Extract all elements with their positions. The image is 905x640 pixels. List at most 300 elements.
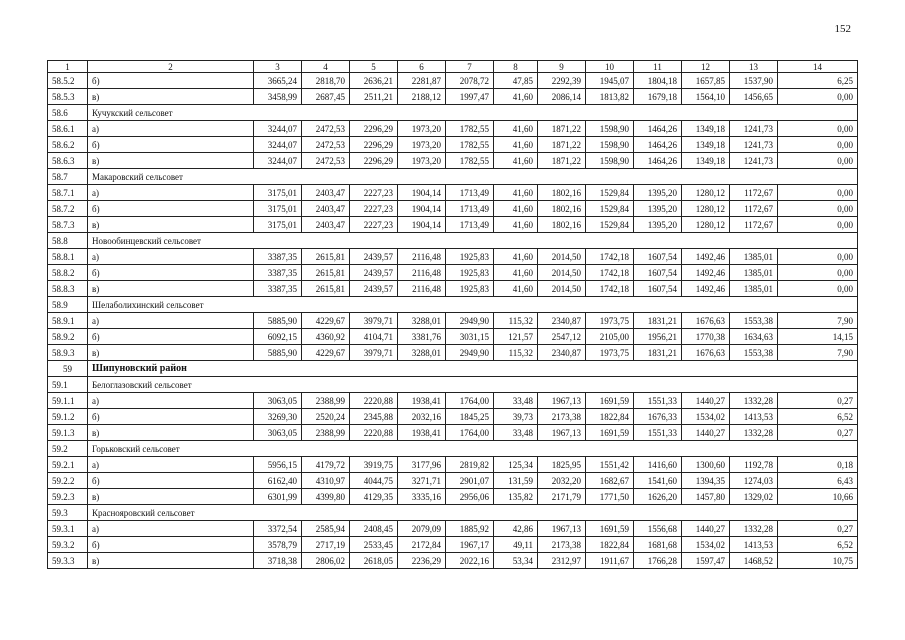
table-cell: 5885,90 (254, 345, 302, 361)
table-cell: 1676,63 (682, 345, 730, 361)
row-label: а) (88, 121, 254, 137)
table-cell: 14,15 (778, 329, 858, 345)
row-label: в) (88, 425, 254, 441)
table-cell: 41,60 (494, 121, 538, 137)
table-cell: 2615,81 (302, 281, 350, 297)
table-cell: 1682,67 (586, 473, 634, 489)
table-cell: 2717,19 (302, 537, 350, 553)
column-header: 6 (398, 61, 446, 73)
row-label: б) (88, 137, 254, 153)
table-cell: 3288,01 (398, 345, 446, 361)
table-cell: 2472,53 (302, 137, 350, 153)
row-code: 58.7 (48, 169, 88, 185)
column-header: 12 (682, 61, 730, 73)
table-cell: 1825,95 (538, 457, 586, 473)
row-label: б) (88, 537, 254, 553)
table-row (48, 137, 858, 153)
table-cell: 125,34 (494, 457, 538, 473)
section-row (48, 297, 858, 313)
table-cell: 2615,81 (302, 265, 350, 281)
table-cell: 1831,21 (634, 313, 682, 329)
table-cell: 2220,88 (350, 425, 398, 441)
table-cell: 1332,28 (730, 393, 778, 409)
table-cell: 3031,15 (446, 329, 494, 345)
table-cell: 6162,40 (254, 473, 302, 489)
table-cell: 2116,48 (398, 249, 446, 265)
table-cell: 2956,06 (446, 489, 494, 505)
table-cell: 49,11 (494, 537, 538, 553)
row-code: 58.9.2 (48, 329, 88, 345)
table-cell: 1925,83 (446, 265, 494, 281)
row-label: б) (88, 201, 254, 217)
table-cell: 2901,07 (446, 473, 494, 489)
table-cell: 10,75 (778, 553, 858, 569)
table-cell: 1713,49 (446, 185, 494, 201)
table-cell: 2403,47 (302, 217, 350, 233)
table-cell: 0,27 (778, 425, 858, 441)
table-cell: 1742,18 (586, 281, 634, 297)
table-cell: 2296,29 (350, 153, 398, 169)
table-cell: 5885,90 (254, 313, 302, 329)
table-cell: 2220,88 (350, 393, 398, 409)
table-cell: 1553,38 (730, 345, 778, 361)
table-cell: 3244,07 (254, 137, 302, 153)
table-cell: 41,60 (494, 217, 538, 233)
table-cell: 1440,27 (682, 425, 730, 441)
table-cell: 1973,20 (398, 121, 446, 137)
table-cell: 4129,35 (350, 489, 398, 505)
row-label: б) (88, 265, 254, 281)
table-cell: 41,60 (494, 201, 538, 217)
row-title: Шипуновский район (88, 361, 858, 377)
column-header: 10 (586, 61, 634, 73)
table-cell: 2520,24 (302, 409, 350, 425)
table-cell: 0,00 (778, 249, 858, 265)
table-cell: 1973,20 (398, 137, 446, 153)
table-cell: 1713,49 (446, 217, 494, 233)
table-cell: 3288,01 (398, 313, 446, 329)
table-cell: 3175,01 (254, 217, 302, 233)
table-cell: 0,00 (778, 121, 858, 137)
row-code: 58.6.3 (48, 153, 88, 169)
table-cell: 2312,97 (538, 553, 586, 569)
table-cell: 1822,84 (586, 537, 634, 553)
row-label: б) (88, 73, 254, 89)
row-code: 58.8.3 (48, 281, 88, 297)
table-cell: 1541,60 (634, 473, 682, 489)
table-cell: 2618,05 (350, 553, 398, 569)
row-code: 59.1.3 (48, 425, 88, 441)
row-code: 59.3.2 (48, 537, 88, 553)
row-label: в) (88, 153, 254, 169)
table-cell: 2511,21 (350, 89, 398, 105)
table-row (48, 185, 858, 201)
row-title: Краснояровский сельсовет (88, 505, 858, 521)
table-cell: 1679,18 (634, 89, 682, 105)
table-cell: 0,00 (778, 185, 858, 201)
row-label: а) (88, 521, 254, 537)
row-label: б) (88, 473, 254, 489)
table-cell: 3387,35 (254, 265, 302, 281)
column-header: 14 (778, 61, 858, 73)
table-cell: 1553,38 (730, 313, 778, 329)
table-cell: 2296,29 (350, 121, 398, 137)
table-cell: 2032,16 (398, 409, 446, 425)
table-row (48, 329, 858, 345)
table-cell: 2585,94 (302, 521, 350, 537)
row-code: 58.8.2 (48, 265, 88, 281)
row-code: 58.9 (48, 297, 88, 313)
table-cell: 3458,99 (254, 89, 302, 105)
table-cell: 1911,67 (586, 553, 634, 569)
table-cell: 1534,02 (682, 409, 730, 425)
row-code: 58.6 (48, 105, 88, 121)
table-cell: 1598,90 (586, 137, 634, 153)
row-label: а) (88, 393, 254, 409)
table-cell: 1564,10 (682, 89, 730, 105)
column-header: 2 (88, 61, 254, 73)
row-code: 58.9.1 (48, 313, 88, 329)
table-cell: 41,60 (494, 137, 538, 153)
table-row (48, 121, 858, 137)
table-cell: 1885,92 (446, 521, 494, 537)
row-label: в) (88, 345, 254, 361)
table-cell: 2014,50 (538, 265, 586, 281)
row-label: а) (88, 313, 254, 329)
table-cell: 2116,48 (398, 265, 446, 281)
table-cell: 1332,28 (730, 521, 778, 537)
table-cell: 5956,15 (254, 457, 302, 473)
table-cell: 1556,68 (634, 521, 682, 537)
table-cell: 1804,18 (634, 73, 682, 89)
row-code: 59.3 (48, 505, 88, 521)
table-cell: 2105,00 (586, 329, 634, 345)
table-cell: 4310,97 (302, 473, 350, 489)
table-row (48, 73, 858, 89)
row-code: 59.2.2 (48, 473, 88, 489)
table-cell: 1440,27 (682, 393, 730, 409)
table-cell: 4104,71 (350, 329, 398, 345)
table-row (48, 201, 858, 217)
table-cell: 1691,59 (586, 521, 634, 537)
table-cell: 1598,90 (586, 121, 634, 137)
table-cell: 1713,49 (446, 201, 494, 217)
row-title: Горьковский сельсовет (88, 441, 858, 457)
table-row (48, 553, 858, 569)
table-cell: 1385,01 (730, 281, 778, 297)
table-cell: 2345,88 (350, 409, 398, 425)
table-row (48, 521, 858, 537)
table-cell: 3063,05 (254, 393, 302, 409)
table-cell: 1802,16 (538, 201, 586, 217)
table-cell: 3387,35 (254, 281, 302, 297)
table-cell: 1831,21 (634, 345, 682, 361)
table-cell: 0,00 (778, 89, 858, 105)
table-cell: 3175,01 (254, 201, 302, 217)
table-cell: 1280,12 (682, 185, 730, 201)
table-cell: 115,32 (494, 313, 538, 329)
table-cell: 2340,87 (538, 345, 586, 361)
table-cell: 1956,21 (634, 329, 682, 345)
table-cell: 1274,03 (730, 473, 778, 489)
table-cell: 2403,47 (302, 185, 350, 201)
row-label: в) (88, 281, 254, 297)
table-cell: 41,60 (494, 265, 538, 281)
table-cell: 3063,05 (254, 425, 302, 441)
table-cell: 1349,18 (682, 153, 730, 169)
column-header: 8 (494, 61, 538, 73)
row-code: 58.8.1 (48, 249, 88, 265)
table-row (48, 473, 858, 489)
table-cell: 1394,35 (682, 473, 730, 489)
table-cell: 1925,83 (446, 281, 494, 297)
table-cell: 3665,24 (254, 73, 302, 89)
column-header: 3 (254, 61, 302, 73)
table-cell: 1967,13 (538, 521, 586, 537)
table-cell: 2949,90 (446, 313, 494, 329)
table-cell: 2687,45 (302, 89, 350, 105)
row-code: 59.2 (48, 441, 88, 457)
table-cell: 2014,50 (538, 281, 586, 297)
row-code: 58.9.3 (48, 345, 88, 361)
table-cell: 1440,27 (682, 521, 730, 537)
table-cell: 1395,20 (634, 185, 682, 201)
table-cell: 6,25 (778, 73, 858, 89)
table-cell: 2819,82 (446, 457, 494, 473)
table-cell: 3387,35 (254, 249, 302, 265)
table-cell: 1770,38 (682, 329, 730, 345)
table-cell: 1782,55 (446, 137, 494, 153)
table-cell: 1385,01 (730, 249, 778, 265)
table-cell: 1782,55 (446, 121, 494, 137)
table-cell: 4044,75 (350, 473, 398, 489)
table-cell: 0,00 (778, 217, 858, 233)
table-cell: 1349,18 (682, 137, 730, 153)
table-cell: 131,59 (494, 473, 538, 489)
table-cell: 2022,16 (446, 553, 494, 569)
table-cell: 1871,22 (538, 137, 586, 153)
row-code: 59.3.1 (48, 521, 88, 537)
table-cell: 3718,38 (254, 553, 302, 569)
table-cell: 2340,87 (538, 313, 586, 329)
row-code: 59.1.2 (48, 409, 88, 425)
table-cell: 4229,67 (302, 313, 350, 329)
table-cell: 1938,41 (398, 393, 446, 409)
table-cell: 1332,28 (730, 425, 778, 441)
table-cell: 1456,65 (730, 89, 778, 105)
table-cell: 6,52 (778, 537, 858, 553)
table-row (48, 457, 858, 473)
row-label: а) (88, 185, 254, 201)
section-row (48, 105, 858, 121)
table-cell: 1802,16 (538, 185, 586, 201)
table-cell: 2296,29 (350, 137, 398, 153)
table-cell: 4229,67 (302, 345, 350, 361)
table-cell: 0,27 (778, 393, 858, 409)
row-label: в) (88, 89, 254, 105)
table-cell: 1492,46 (682, 281, 730, 297)
row-title: Шелаболихинский сельсовет (88, 297, 858, 313)
table-cell: 2403,47 (302, 201, 350, 217)
table-cell: 1329,02 (730, 489, 778, 505)
row-code: 59 (48, 361, 88, 377)
table-cell: 1967,17 (446, 537, 494, 553)
table-cell: 0,00 (778, 153, 858, 169)
table-body (48, 73, 858, 569)
table-cell: 1764,00 (446, 393, 494, 409)
column-header: 5 (350, 61, 398, 73)
table-cell: 2078,72 (446, 73, 494, 89)
table-cell: 2014,50 (538, 249, 586, 265)
table-cell: 4399,80 (302, 489, 350, 505)
table-cell: 1766,28 (634, 553, 682, 569)
table-cell: 2615,81 (302, 249, 350, 265)
section-row (48, 441, 858, 457)
table-cell: 2079,09 (398, 521, 446, 537)
table-cell: 41,60 (494, 89, 538, 105)
table-cell: 1676,33 (634, 409, 682, 425)
table-cell: 2388,99 (302, 425, 350, 441)
row-label: в) (88, 489, 254, 505)
column-header: 9 (538, 61, 586, 73)
section-row (48, 505, 858, 521)
table-cell: 0,00 (778, 201, 858, 217)
table-cell: 1813,82 (586, 89, 634, 105)
table-cell: 1681,68 (634, 537, 682, 553)
table-cell: 1241,73 (730, 121, 778, 137)
table-cell: 1634,63 (730, 329, 778, 345)
table-cell: 1626,20 (634, 489, 682, 505)
table-cell: 1464,26 (634, 153, 682, 169)
table-cell: 3578,79 (254, 537, 302, 553)
table-cell: 1492,46 (682, 249, 730, 265)
row-title: Кучукский сельсовет (88, 105, 858, 121)
table-cell: 2472,53 (302, 153, 350, 169)
row-title: Новообинцевский сельсовет (88, 233, 858, 249)
table-cell: 1822,84 (586, 409, 634, 425)
table-cell: 1385,01 (730, 265, 778, 281)
table-cell: 6301,99 (254, 489, 302, 505)
table-cell: 1413,53 (730, 409, 778, 425)
row-label: б) (88, 329, 254, 345)
table-cell: 1782,55 (446, 153, 494, 169)
table-cell: 1597,47 (682, 553, 730, 569)
table-cell: 0,00 (778, 265, 858, 281)
table-cell: 135,82 (494, 489, 538, 505)
table-cell: 1413,53 (730, 537, 778, 553)
column-number-row (48, 61, 858, 73)
table-cell: 3919,75 (350, 457, 398, 473)
section-row (48, 233, 858, 249)
table-cell: 2086,14 (538, 89, 586, 105)
table-cell: 1997,47 (446, 89, 494, 105)
table-cell: 1742,18 (586, 249, 634, 265)
row-code: 59.2.3 (48, 489, 88, 505)
row-label: а) (88, 457, 254, 473)
table-header (48, 61, 858, 73)
row-label: а) (88, 249, 254, 265)
table-cell: 3381,76 (398, 329, 446, 345)
table-row (48, 425, 858, 441)
table-cell: 1938,41 (398, 425, 446, 441)
table-cell: 3372,54 (254, 521, 302, 537)
table-cell: 2236,29 (398, 553, 446, 569)
table-cell: 10,66 (778, 489, 858, 505)
table-cell: 53,34 (494, 553, 538, 569)
table-cell: 33,48 (494, 393, 538, 409)
section-row (48, 377, 858, 393)
table-row (48, 313, 858, 329)
table-cell: 3979,71 (350, 313, 398, 329)
table-row (48, 345, 858, 361)
table-cell: 4360,92 (302, 329, 350, 345)
table-cell: 1973,75 (586, 313, 634, 329)
table-cell: 1967,13 (538, 393, 586, 409)
row-code: 58.8 (48, 233, 88, 249)
table-cell: 1416,60 (634, 457, 682, 473)
table-cell: 1192,78 (730, 457, 778, 473)
table-cell: 1280,12 (682, 217, 730, 233)
table-cell: 2173,38 (538, 537, 586, 553)
table-cell: 2533,45 (350, 537, 398, 553)
table-cell: 1802,16 (538, 217, 586, 233)
table-cell: 6092,15 (254, 329, 302, 345)
table-cell: 1657,85 (682, 73, 730, 89)
table-row (48, 537, 858, 553)
table-cell: 1534,02 (682, 537, 730, 553)
table-cell: 1973,20 (398, 153, 446, 169)
table-row (48, 489, 858, 505)
table-cell: 1607,54 (634, 249, 682, 265)
table-cell: 2281,87 (398, 73, 446, 89)
table-cell: 2388,99 (302, 393, 350, 409)
row-code: 58.7.2 (48, 201, 88, 217)
table-cell: 7,90 (778, 313, 858, 329)
table-cell: 1551,42 (586, 457, 634, 473)
table-cell: 1492,46 (682, 265, 730, 281)
table-cell: 3175,01 (254, 185, 302, 201)
table-cell: 47,85 (494, 73, 538, 89)
table-cell: 42,86 (494, 521, 538, 537)
table-cell: 1349,18 (682, 121, 730, 137)
table-cell: 2032,20 (538, 473, 586, 489)
table-cell: 1742,18 (586, 265, 634, 281)
row-code: 59.1.1 (48, 393, 88, 409)
table-cell: 1904,14 (398, 201, 446, 217)
table-cell: 1691,59 (586, 425, 634, 441)
table-cell: 1529,84 (586, 201, 634, 217)
district-row (48, 361, 858, 377)
table-cell: 1607,54 (634, 281, 682, 297)
table-cell: 1871,22 (538, 153, 586, 169)
table-cell: 2949,90 (446, 345, 494, 361)
table-cell: 0,00 (778, 281, 858, 297)
row-label: в) (88, 217, 254, 233)
table-cell: 41,60 (494, 185, 538, 201)
table-cell: 1551,33 (634, 393, 682, 409)
table-cell: 4179,72 (302, 457, 350, 473)
row-code: 59.2.1 (48, 457, 88, 473)
table-cell: 2818,70 (302, 73, 350, 89)
row-title: Макаровский сельсовет (88, 169, 858, 185)
table-cell: 115,32 (494, 345, 538, 361)
table-cell: 1845,25 (446, 409, 494, 425)
table-cell: 1691,59 (586, 393, 634, 409)
table-cell: 2116,48 (398, 281, 446, 297)
table-row (48, 89, 858, 105)
table-cell: 33,48 (494, 425, 538, 441)
row-code: 58.6.2 (48, 137, 88, 153)
